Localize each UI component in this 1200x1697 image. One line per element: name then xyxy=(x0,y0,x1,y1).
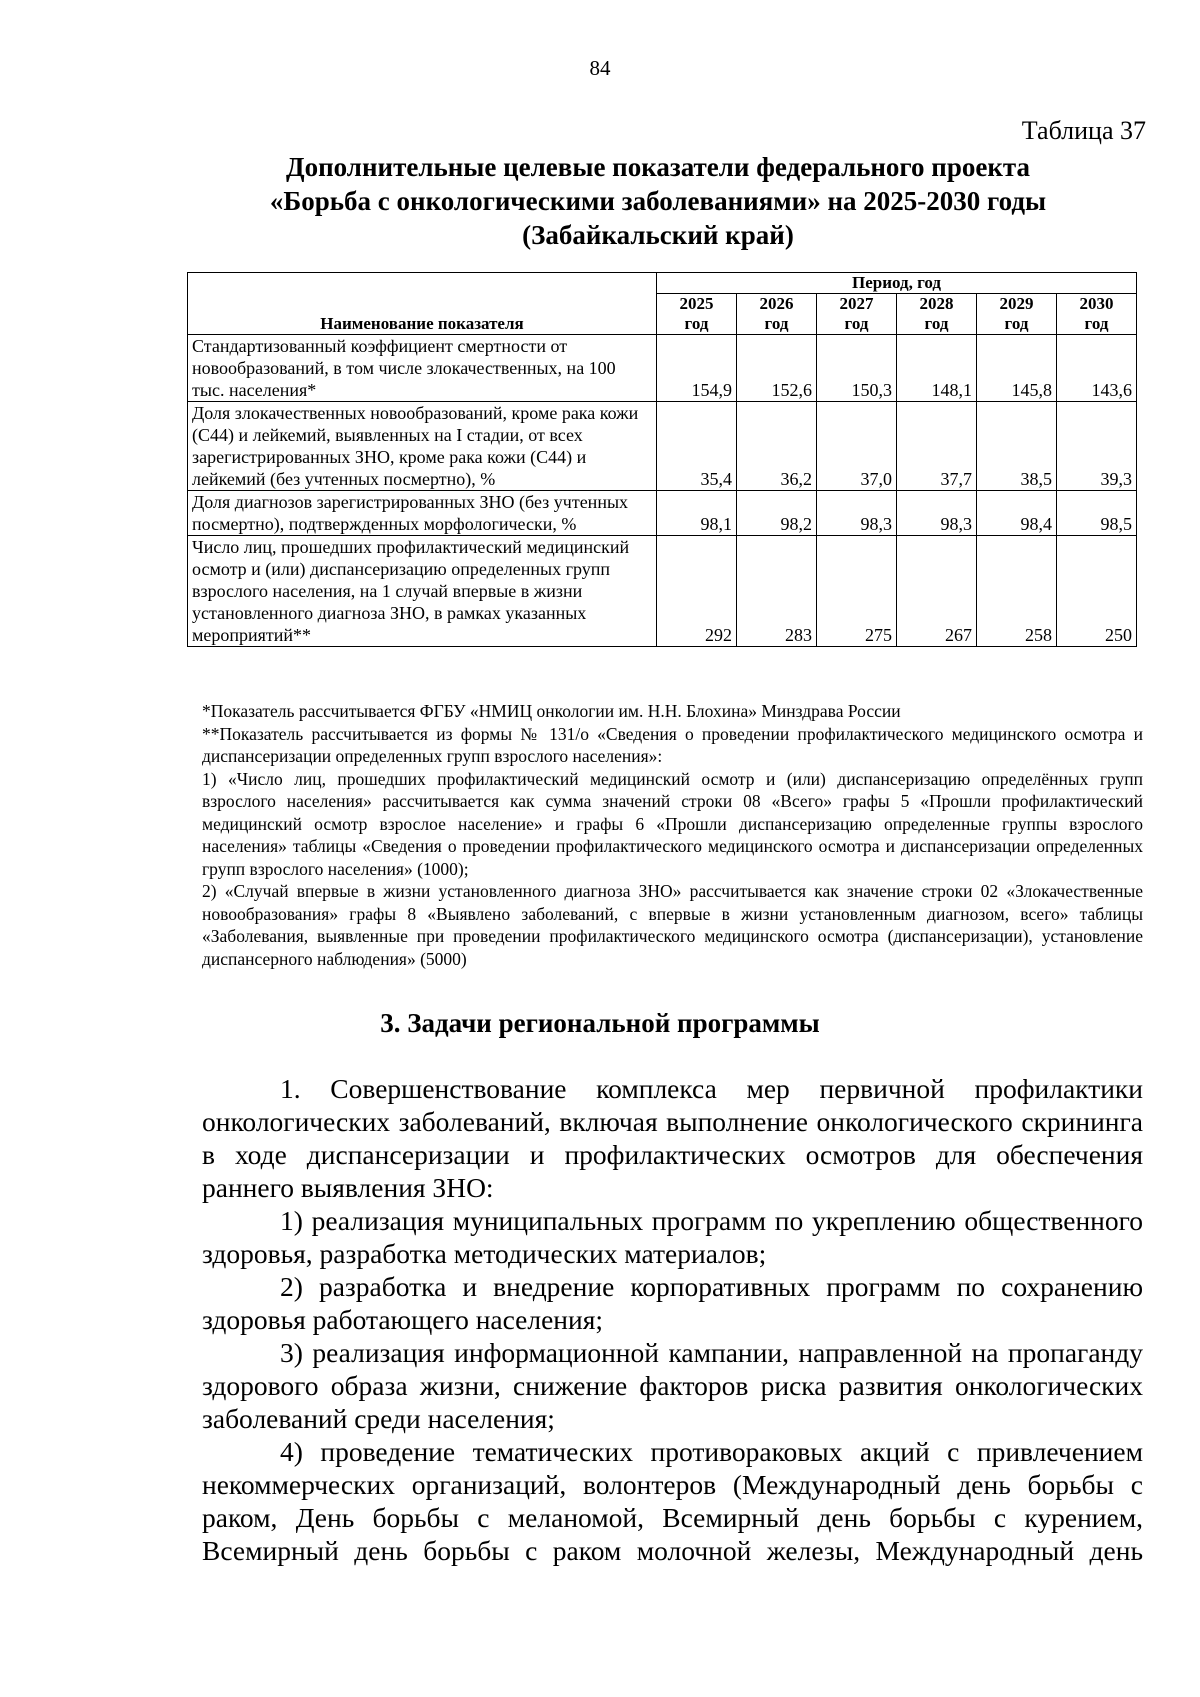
table-header-row xyxy=(188,273,1137,294)
year-value: 2027 xyxy=(839,294,874,313)
paragraph: 3) реализация информационной кампании, направленной на пропаганду здорового образа жизни, снижение факторов риска развития онкологических заболеваний среди населения; xyxy=(202,1337,1143,1434)
indicators-table xyxy=(187,272,1137,647)
year-value: 2026 xyxy=(759,294,794,313)
table-title xyxy=(120,150,1196,252)
header-indicator-name: Наименование показателя xyxy=(188,273,657,335)
table-label: Таблица 37 xyxy=(1021,116,1146,145)
title-line: (Забайкальский край) xyxy=(522,220,794,250)
paragraph: 2) разработка и внедрение корпоративных программ по сохранению здоровья работающего населения; xyxy=(202,1271,1143,1335)
header-year xyxy=(657,294,737,335)
indicator-name: Стандартизованный коэффициент смертности от новообразований, в том числе злокачественных, на 100 тыс. населения* xyxy=(188,335,657,402)
indicator-value: 154,9 xyxy=(657,335,737,402)
indicator-value: 35,4 xyxy=(657,402,737,491)
header-year xyxy=(897,294,977,335)
footnote: 2) «Случай впервые в жизни установленного диагноза ЗНО» рассчитывается как значение строки 02 «Злокачественные новообразования» графы 8 «Выявлено заболеваний, с впервые в жизни установленным диагнозом, всего» таблицы «Заболевания, выявленные при проведении профилактического медицинского осмотра (диспансеризации), установление диспансерного наблюдения» (5000) xyxy=(202,881,1143,969)
header-year xyxy=(977,294,1057,335)
table-row xyxy=(188,402,1137,491)
year-unit: год xyxy=(764,314,789,333)
header-year xyxy=(737,294,817,335)
indicator-value: 143,6 xyxy=(1057,335,1137,402)
paragraph: 4) проведение тематических противораковых акций с привлечением некоммерческих организаций, волонтеров (Международный день борьбы с раком, День борьбы с меланомой, Всемирный день борьбы с курением, Всемирный день борьбы с раком молочной железы, Международный день xyxy=(202,1436,1143,1566)
indicator-name: Доля злокачественных новообразований, кроме рака кожи (С44) и лейкемий, выявленных на I стадии, от всех зарегистрированных ЗНО, кроме рака кожи (С44) и лейкемий (без учтенных посмертно), % xyxy=(188,402,657,491)
year-unit: год xyxy=(684,314,709,333)
indicator-value: 152,6 xyxy=(737,335,817,402)
indicator-value: 258 xyxy=(977,536,1057,647)
table-row xyxy=(188,536,1137,647)
title-line: Дополнительные целевые показатели федерального проекта xyxy=(286,152,1030,182)
section-body xyxy=(202,1072,1143,1567)
year-value: 2029 xyxy=(999,294,1034,313)
indicator-value: 98,5 xyxy=(1057,491,1137,536)
indicator-value: 39,3 xyxy=(1057,402,1137,491)
footnote: 1) «Число лиц, прошедших профилактический медицинский осмотр и (или) диспансеризацию определённых групп взрослого населения» рассчитывается как сумма значений строки 08 «Всего» графы 5 «Прошли профилактический медицинский осмотр взрослое население» и графы 6 «Прошли диспансеризацию определенные группы взрослого населения» таблицы «Сведения о проведении профилактического медицинского осмотра и диспансеризации определенных групп взрослого населения» (1000); xyxy=(202,768,1143,879)
table-footnotes xyxy=(202,700,1143,970)
indicator-value: 275 xyxy=(817,536,897,647)
footnote: **Показатель рассчитывается из формы № 131/о «Сведения о проведении профилактического медицинского осмотра и диспансеризации определенных групп взрослого населения»: xyxy=(202,723,1143,766)
indicator-value: 98,3 xyxy=(817,491,897,536)
paragraph: 1. Совершенствование комплекса мер первичной профилактики онкологических заболеваний, включая выполнение онкологического скрининга в ходе диспансеризации и профилактических осмотров для обеспечения раннего выявления ЗНО: xyxy=(202,1073,1143,1203)
indicator-value: 38,5 xyxy=(977,402,1057,491)
year-unit: год xyxy=(1004,314,1029,333)
indicator-value: 267 xyxy=(897,536,977,647)
indicator-value: 37,7 xyxy=(897,402,977,491)
header-period: Период, год xyxy=(657,273,1137,294)
indicator-name: Число лиц, прошедших профилактический медицинский осмотр и (или) диспансеризацию определенных групп взрослого населения, на 1 случай впервые в жизни установленного диагноза ЗНО, в рамках указанных мероприятий** xyxy=(188,536,657,647)
indicator-value: 145,8 xyxy=(977,335,1057,402)
year-unit: год xyxy=(1084,314,1109,333)
indicator-value: 150,3 xyxy=(817,335,897,402)
indicator-value: 148,1 xyxy=(897,335,977,402)
indicator-value: 98,4 xyxy=(977,491,1057,536)
paragraph: 1) реализация муниципальных программ по укреплению общественного здоровья, разработка методических материалов; xyxy=(202,1205,1143,1269)
indicator-value: 98,3 xyxy=(897,491,977,536)
header-year xyxy=(817,294,897,335)
indicator-value: 283 xyxy=(737,536,817,647)
indicator-value: 98,1 xyxy=(657,491,737,536)
table-row xyxy=(188,491,1137,536)
year-unit: год xyxy=(844,314,869,333)
footnote: *Показатель рассчитывается ФГБУ «НМИЦ онкологии им. Н.Н. Блохина» Минздрава России xyxy=(202,701,901,721)
header-year xyxy=(1057,294,1137,335)
table-row xyxy=(188,335,1137,402)
section-heading: 3. Задачи региональной программы xyxy=(380,1008,820,1038)
indicator-value: 292 xyxy=(657,536,737,647)
page-number: 84 xyxy=(589,56,611,80)
indicator-value: 98,2 xyxy=(737,491,817,536)
year-unit: год xyxy=(924,314,949,333)
year-value: 2025 xyxy=(679,294,714,313)
year-value: 2028 xyxy=(919,294,954,313)
title-line: «Борьба с онкологическими заболеваниями» на 2025-2030 годы xyxy=(269,186,1047,216)
indicator-value: 37,0 xyxy=(817,402,897,491)
year-value: 2030 xyxy=(1079,294,1114,313)
indicator-name: Доля диагнозов зарегистрированных ЗНО (без учтенных посмертно), подтвержденных морфологически, % xyxy=(188,491,657,536)
indicator-value: 36,2 xyxy=(737,402,817,491)
indicator-value: 250 xyxy=(1057,536,1137,647)
